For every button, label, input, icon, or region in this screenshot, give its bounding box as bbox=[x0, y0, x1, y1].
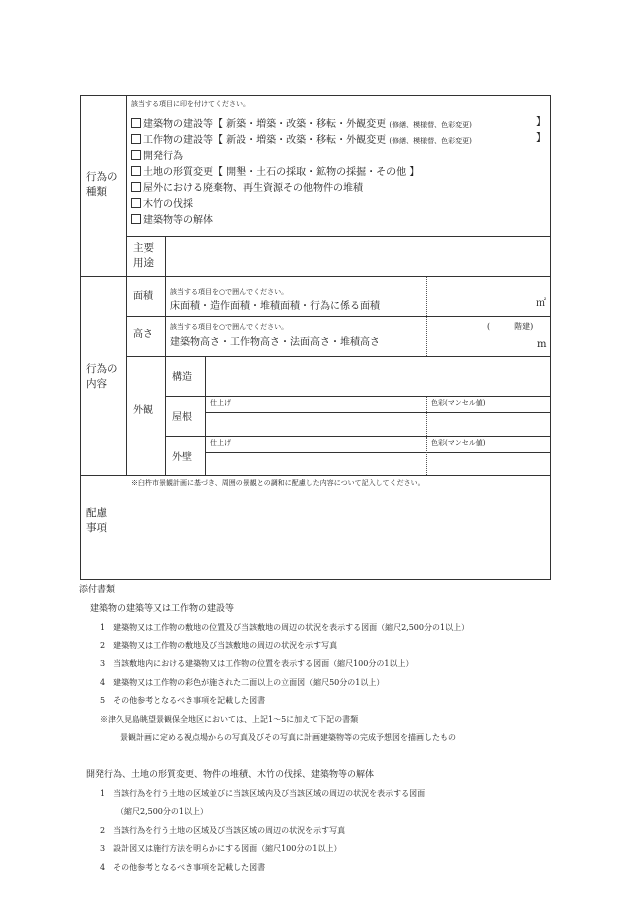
area-value-field[interactable] bbox=[428, 278, 532, 314]
consideration-label bbox=[86, 506, 107, 536]
roof-color-field[interactable] bbox=[428, 413, 549, 435]
group2-title: 開発行為、土地の形質変更、物件の堆積、木竹の伐採、建築物等の解体 bbox=[86, 770, 375, 780]
height-label: 高さ bbox=[133, 329, 153, 340]
item-note: (修繕、模様替、色彩変更) bbox=[389, 137, 472, 145]
consideration-field[interactable] bbox=[128, 492, 549, 577]
group2-item: 4 その他参考となるべき事項を記載した図書 bbox=[100, 863, 266, 872]
checkbox[interactable] bbox=[131, 118, 141, 128]
consideration-label-line1: 配慮 bbox=[86, 507, 107, 519]
group1-item: 2 建築物又は工作物の敷地及び当該敷地の周辺の状況を示す写真 bbox=[100, 641, 338, 650]
main-use-line2: 用途 bbox=[133, 257, 154, 269]
group1-note: ※津久見島眺望景観保全地区においては、上記1～5に加えて下記の書類 bbox=[100, 715, 359, 724]
item-text: 土地の形質変更【 開墾・土石の採取・鉱物の採掘・その他 】 bbox=[143, 167, 420, 178]
group1-item: 5 その他参考となるべき事項を記載した図書 bbox=[100, 696, 266, 705]
area-instruction: 該当する項目を○で囲んでください。 bbox=[170, 288, 289, 296]
height-value-field[interactable] bbox=[428, 318, 532, 354]
height-options[interactable]: 建築物高さ・工作物高さ・法面高さ・堆積高さ bbox=[170, 337, 380, 348]
roof-finish-label: 仕上げ bbox=[210, 399, 231, 407]
checkbox-item-waste[interactable] bbox=[131, 182, 363, 194]
group1-item: 4 建築物又は工作物の彩色が施された二面以上の立面図（縮尺50分の1以上） bbox=[100, 678, 385, 687]
main-use-field[interactable] bbox=[167, 238, 549, 275]
checkbox[interactable] bbox=[131, 198, 141, 208]
checkbox-item-demolition[interactable] bbox=[131, 214, 213, 226]
checkbox[interactable] bbox=[131, 150, 141, 160]
structure-field[interactable] bbox=[207, 358, 549, 395]
main-use-label bbox=[133, 241, 154, 271]
roof-color-label: 色彩(マンセル値) bbox=[431, 399, 486, 407]
item-note: (修繕、模様替、色彩変更) bbox=[389, 121, 472, 129]
height-unit: m bbox=[537, 339, 547, 350]
wall-finish-field[interactable] bbox=[207, 453, 425, 474]
area-label: 面積 bbox=[133, 291, 153, 302]
group1-item: 3 当該敷地内における建築物又は工作物の位置を表示する図面（縮尺100分の1以上） bbox=[100, 659, 414, 668]
wall-color-label: 色彩(マンセル値) bbox=[431, 439, 486, 447]
main-use-line1: 主要 bbox=[133, 242, 154, 254]
roof-label: 屋根 bbox=[172, 412, 192, 423]
type-label-line1: 行為の bbox=[86, 171, 118, 183]
height-instruction: 該当する項目を○で囲んでください。 bbox=[170, 323, 289, 331]
floors-note: ( 階建) bbox=[487, 322, 534, 331]
checkbox[interactable] bbox=[131, 214, 141, 224]
checkbox[interactable] bbox=[131, 134, 141, 144]
type-label-line2: 種類 bbox=[86, 186, 107, 198]
checkbox[interactable] bbox=[131, 182, 141, 192]
group2-item: 2 当該行為を行う土地の区域及び当該区域の周辺の状況を示す写真 bbox=[100, 826, 346, 835]
checkbox-item-tree[interactable] bbox=[131, 198, 193, 210]
item-text: 屋外における廃棄物、再生資源その他物件の堆積 bbox=[143, 183, 363, 194]
checkbox-item-structure[interactable] bbox=[131, 134, 472, 146]
group1-title: 建築物の建築等又は工作物の建設等 bbox=[90, 604, 235, 614]
wall-color-field[interactable] bbox=[428, 453, 549, 474]
wall-label: 外壁 bbox=[172, 452, 192, 463]
area-unit: ㎡ bbox=[536, 298, 546, 309]
consideration-note: ※臼杵市景観計画に基づき、周囲の景観との調和に配慮した内容について記入してください。 bbox=[131, 479, 425, 487]
item-text: 開発行為 bbox=[143, 151, 183, 162]
group2-item: （縮尺2,500分の1以上） bbox=[116, 807, 208, 816]
consideration-label-line2: 事項 bbox=[86, 522, 107, 534]
group2-item: 3 設計図又は施行方法を明らかにする図面（縮尺100分の1以上） bbox=[100, 844, 342, 853]
checkbox-item-land[interactable] bbox=[131, 166, 419, 178]
checkbox[interactable] bbox=[131, 166, 141, 176]
content-label-line2: 内容 bbox=[86, 378, 107, 390]
area-options[interactable]: 床面積・造作面積・堆積面積・行為に係る面積 bbox=[170, 301, 380, 312]
item-text: 工作物の建設等【 新設・増築・改築・移転・外観変更 bbox=[143, 135, 387, 146]
content-label bbox=[86, 362, 118, 392]
type-instruction: 該当する項目に印を付けてください。 bbox=[131, 100, 250, 108]
item-text: 建築物の建設等【 新築・増築・改築・移転・外観変更 bbox=[143, 119, 387, 130]
group1-item: 1 建築物又は工作物の敷地の位置及び当該敷地の周辺の状況を表示する図面（縮尺2,500分の1以上） bbox=[100, 623, 470, 632]
group2-item: 1 当該行為を行う土地の区域並びに当該区域内及び当該区域の周辺の状況を表示する図面 bbox=[100, 789, 426, 798]
structure-label: 構造 bbox=[172, 372, 192, 383]
bracket-close: 】 bbox=[536, 117, 546, 128]
checkbox-item-development[interactable] bbox=[131, 150, 183, 162]
item-text: 木竹の伐採 bbox=[143, 199, 193, 210]
type-label bbox=[86, 170, 118, 200]
exterior-label: 外観 bbox=[133, 405, 153, 416]
checkbox-item-building[interactable] bbox=[131, 118, 472, 130]
content-label-line1: 行為の bbox=[86, 363, 118, 375]
roof-finish-field[interactable] bbox=[207, 413, 425, 435]
wall-finish-label: 仕上げ bbox=[210, 439, 231, 447]
bracket-close: 】 bbox=[536, 133, 546, 144]
group1-note-detail: 景観計画に定める視点場からの写真及びその写真に計画建築物等の完成予想図を描画したもの bbox=[120, 733, 456, 742]
attachments-title: 添付書類 bbox=[79, 585, 116, 595]
item-text: 建築物等の解体 bbox=[143, 215, 213, 226]
